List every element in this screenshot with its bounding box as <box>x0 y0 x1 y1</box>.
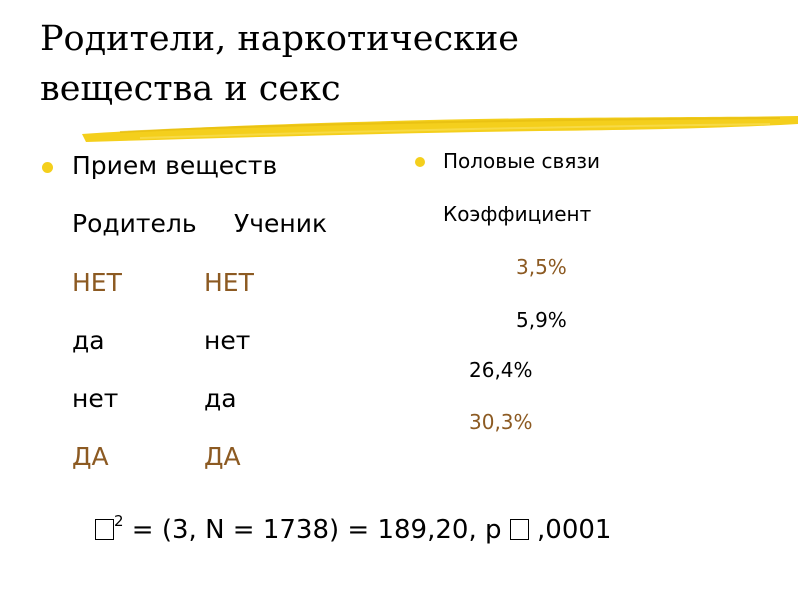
value-3: 26,4% <box>469 358 533 382</box>
formula-superscript: 2 <box>114 512 124 530</box>
value-2: 5,9% <box>516 308 567 332</box>
table-row-2-parent: да <box>72 326 105 355</box>
chi-square-formula <box>95 512 611 545</box>
title-line-1: Родители, наркотические <box>40 19 519 59</box>
student-column-header: Ученик <box>234 209 328 238</box>
slide-title <box>40 14 600 114</box>
table-row-3-parent: нет <box>72 384 119 413</box>
table-row-2-student: нет <box>204 326 251 355</box>
table-row-4-parent: ДА <box>72 442 109 471</box>
bullet-icon <box>42 162 53 173</box>
formula-text: = (3, N = 1738) = 189,20, p <box>123 515 510 545</box>
table-row-4-student: ДА <box>204 442 241 471</box>
title-line-2: вещества и секс <box>40 69 341 109</box>
yellow-brush-stroke <box>80 112 800 146</box>
bullet-icon <box>415 157 425 167</box>
right-heading: Половые связи <box>443 149 600 173</box>
coefficient-label: Коэффициент <box>443 202 592 226</box>
left-heading: Прием веществ <box>72 151 278 180</box>
missing-glyph-box-icon <box>95 519 114 540</box>
table-row-1-student: НЕТ <box>204 268 254 297</box>
value-4: 30,3% <box>469 410 533 434</box>
table-row-3-student: да <box>204 384 237 413</box>
parent-column-header: Родитель <box>72 209 197 238</box>
value-1: 3,5% <box>516 255 567 279</box>
table-row-1-parent: НЕТ <box>72 268 122 297</box>
formula-tail: ,0001 <box>528 515 612 545</box>
missing-glyph-box-icon <box>510 519 529 540</box>
